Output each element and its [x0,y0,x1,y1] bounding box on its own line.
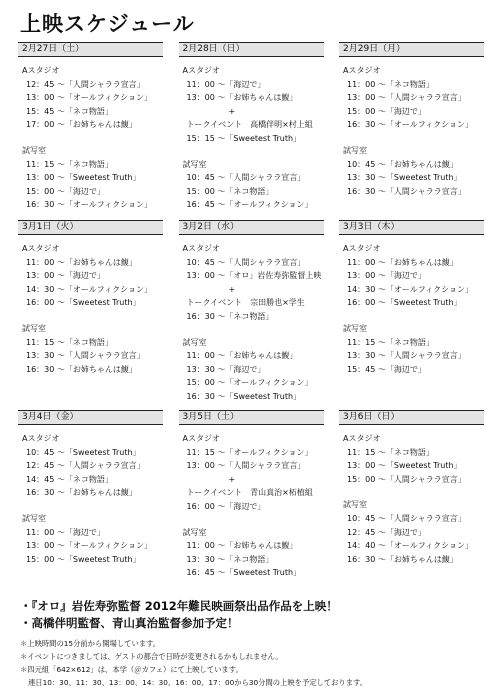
screening-entry: 16：30 〜「オールフィクション」 [26,200,152,210]
day-header: 2月28日（日） [179,42,324,57]
section-label-a-studio: Aスタジオ [182,244,220,253]
day-column [18,410,163,590]
screening-entry: 16：30 〜「Sweetest Truth」 [186,391,302,401]
screening-entry: 14：40 〜「オールフィクション」 [347,541,473,551]
section-label-screening-room: 試写室 [343,145,367,155]
day-header: 3月2日（水） [179,220,324,235]
section-gap [18,500,163,512]
screening-entry: 15：00 〜「オールフィクション」 [186,378,313,388]
section-label-screening-room: 試写室 [182,337,207,347]
screening-entry: 13：00 〜「オールフィクション」 [26,541,152,551]
screening-entry: 12：45 〜「海辺で」 [347,527,426,537]
screening-entry: 13：30 〜「Sweetest Truth」 [347,173,462,183]
day-column [339,220,484,410]
schedule-row-1 [18,42,484,220]
screening-entry: 15：15 〜「Sweetest Truth」 [186,133,302,143]
section-label-a-studio: Aスタジオ [22,434,60,443]
section-label-a-studio: Aスタジオ [343,434,381,443]
screening-entry: 11：15 〜「ネコ物語」 [347,337,434,347]
screening-entry: + [228,106,236,116]
screening-entry: 14：30 〜「オールフィクション」 [347,284,473,294]
screening-entry: 10：45 〜「お姉ちゃんは鰒」 [347,159,458,169]
footnotes [20,637,490,689]
section-label-a-studio: Aスタジオ [343,244,381,253]
screening-entry: 13：00 〜「海辺で」 [26,271,105,281]
day-column [179,410,324,590]
screening-entry: 17：00 〜「お姉ちゃんは鰒」 [26,120,137,130]
section-label-screening-room: 試写室 [182,527,207,537]
screening-entry: 11：00 〜「海辺で」 [26,527,105,537]
announcement-directors: ・高橋伴明監督、青山真治監督参加予定！ [20,616,239,630]
screening-entry: 12：45 〜「人間シャララ宣言」 [26,79,145,89]
section-gap [179,514,324,526]
screening-entry: 13：30 〜「海辺で」 [186,364,266,374]
day-column [18,42,163,220]
screening-entry: 16：45 〜「オールフィクション」 [186,200,313,210]
screening-entry: 10：45 〜「人間シャララ宣言」 [186,173,306,183]
screening-entry: 16：30 〜「お姉ちゃんは鰒」 [26,488,137,498]
screening-entry: 11：00 〜「海辺で」 [186,79,266,89]
section-label-screening-room: 試写室 [22,145,46,155]
screening-entry: 16：00 〜「海辺で」 [186,501,266,511]
section-gap [179,146,324,158]
screening-entry: トークイベント 宗田勝也×学生 [186,298,305,308]
screening-entry: 12：45 〜「人間シャララ宣言」 [26,461,145,471]
screening-entry: 13：00 〜「Sweetest Truth」 [347,461,462,471]
screening-entry: 11：00 〜「お姉ちゃんは鰒」 [26,257,137,267]
screening-entry: 14：45 〜「ネコ物語」 [26,474,113,484]
day-column [179,42,324,220]
section-label-a-studio: Aスタジオ [22,244,60,253]
section-label-screening-room: 試写室 [343,323,367,333]
section-label-a-studio: Aスタジオ [343,66,381,75]
announcement-oro: ・『オロ』岩佐寿弥監督 2012年難民映画祭出品作品を上映！ [20,599,338,613]
schedule-row-3 [18,410,484,590]
screening-entry: 11：15 〜「ネコ物語」 [347,447,434,457]
screening-entry: 10：45 〜「人間シャララ宣言」 [347,513,466,523]
section-gap [339,132,484,144]
day-header: 3月4日（金） [18,410,163,425]
screening-entry: 11：15 〜「ネコ物語」 [26,337,113,347]
screening-entry: 13：30 〜「ネコ物語」 [186,554,274,564]
day-header: 3月1日（火） [18,220,163,235]
screening-entry: 11：00 〜「お姉ちゃんは鰒」 [186,541,298,551]
screening-entry: 11：00 〜「お姉ちゃんは鰒」 [347,257,458,267]
footnote: ＊四元組「642×612」は、本学（＠カフェ）にて上映しています。 [20,665,243,674]
screening-entry: 13：00 〜「人間シャララ宣言」 [186,461,306,471]
section-gap [18,132,163,144]
screening-entry: 15：00 〜「人間シャララ宣言」 [347,474,466,484]
screening-entry: 13：00 〜「Sweetest Truth」 [26,173,141,183]
footnote: 連日10：30、11：30、13：00、14：30、16：00、17：00から30分間の上映を予定しております。 [28,678,368,687]
schedule-row-2 [18,220,484,410]
screening-entry: 13：00 〜「お姉ちゃんは鰒」 [186,93,298,103]
screening-entry: 14：30 〜「オールフィクション」 [26,284,152,294]
screening-entry: 15：00 〜「海辺で」 [347,106,426,116]
day-header: 3月5日（土） [179,410,324,425]
screening-entry: 13：30 〜「人間シャララ宣言」 [26,351,145,361]
screening-entry: 15：45 〜「ネコ物語」 [26,106,113,116]
day-column [339,42,484,220]
footnote: ＊上映時間の15分前から開場しています。 [20,639,161,648]
screening-entry: 16：30 〜「お姉ちゃんは鰒」 [26,364,137,374]
screening-entry: 11：15 〜「ネコ物語」 [26,159,113,169]
section-label-screening-room: 試写室 [182,159,207,169]
section-label-a-studio: Aスタジオ [182,66,220,75]
screening-entry: + [228,284,236,294]
screening-entry: 10：45 〜「Sweetest Truth」 [26,447,141,457]
screening-entry: 13：00 〜「人間シャララ宣言」 [347,93,466,103]
screening-entry: 13：00 〜「オールフィクション」 [26,93,152,103]
day-header: 3月6日（日） [339,410,484,425]
screening-entry: 15：45 〜「海辺で」 [347,364,426,374]
notes-section [20,598,490,689]
day-column [18,220,163,410]
screening-entry: トークイベント 青山真治×柘植組 [186,488,313,498]
section-gap [339,310,484,322]
section-label-a-studio: Aスタジオ [22,66,60,75]
screening-entry: 13：30 〜「人間シャララ宣言」 [347,351,466,361]
screening-entry: 16：30 〜「ネコ物語」 [186,311,274,321]
screening-entry: 11：15 〜「オールフィクション」 [186,447,313,457]
screening-entry: 10：45 〜「人間シャララ宣言」 [186,257,306,267]
screening-entry: 16：00 〜「Sweetest Truth」 [26,298,141,308]
schedule-grid [18,42,484,590]
day-header: 3月3日（木） [339,220,484,235]
screening-entry: 16：45 〜「Sweetest Truth」 [186,568,302,578]
page-title: 上映スケジュール [20,12,195,36]
day-column [339,410,484,590]
screening-entry: 11：00 〜「お姉ちゃんは鰒」 [186,351,298,361]
screening-entry: 16：00 〜「Sweetest Truth」 [347,298,462,308]
screening-entry: 15：00 〜「海辺で」 [26,186,105,196]
section-label-screening-room: 試写室 [343,500,367,510]
section-gap [18,310,163,322]
screening-entry: + [228,474,236,484]
section-label-a-studio: Aスタジオ [182,434,220,443]
section-gap [339,486,484,498]
screening-entry: 11：00 〜「ネコ物語」 [347,79,434,89]
day-header: 2月29日（月） [339,42,484,57]
screening-entry: 13：00 〜「海辺で」 [347,271,426,281]
screening-entry: 13：00 〜「オロ」岩佐寿弥監督上映 [186,271,322,281]
screening-entry: トークイベント 高橋伴明×村上組 [186,120,313,130]
screening-entry: 15：00 〜「Sweetest Truth」 [26,554,141,564]
day-header: 2月27日（土） [18,42,163,57]
screening-entry: 16：30 〜「お姉ちゃんは鰒」 [347,554,458,564]
footnote: ＊イベントにつきましては、ゲストの都合で日時が変更されるかもしれません。 [20,652,283,661]
screening-entry: 16：30 〜「オールフィクション」 [347,120,473,130]
section-label-screening-room: 試写室 [22,513,46,523]
section-gap [179,324,324,336]
day-column [179,220,324,410]
section-label-screening-room: 試写室 [22,323,46,333]
screening-entry: 16：30 〜「人間シャララ宣言」 [347,186,466,196]
screening-entry: 15：00 〜「ネコ物語」 [186,186,274,196]
